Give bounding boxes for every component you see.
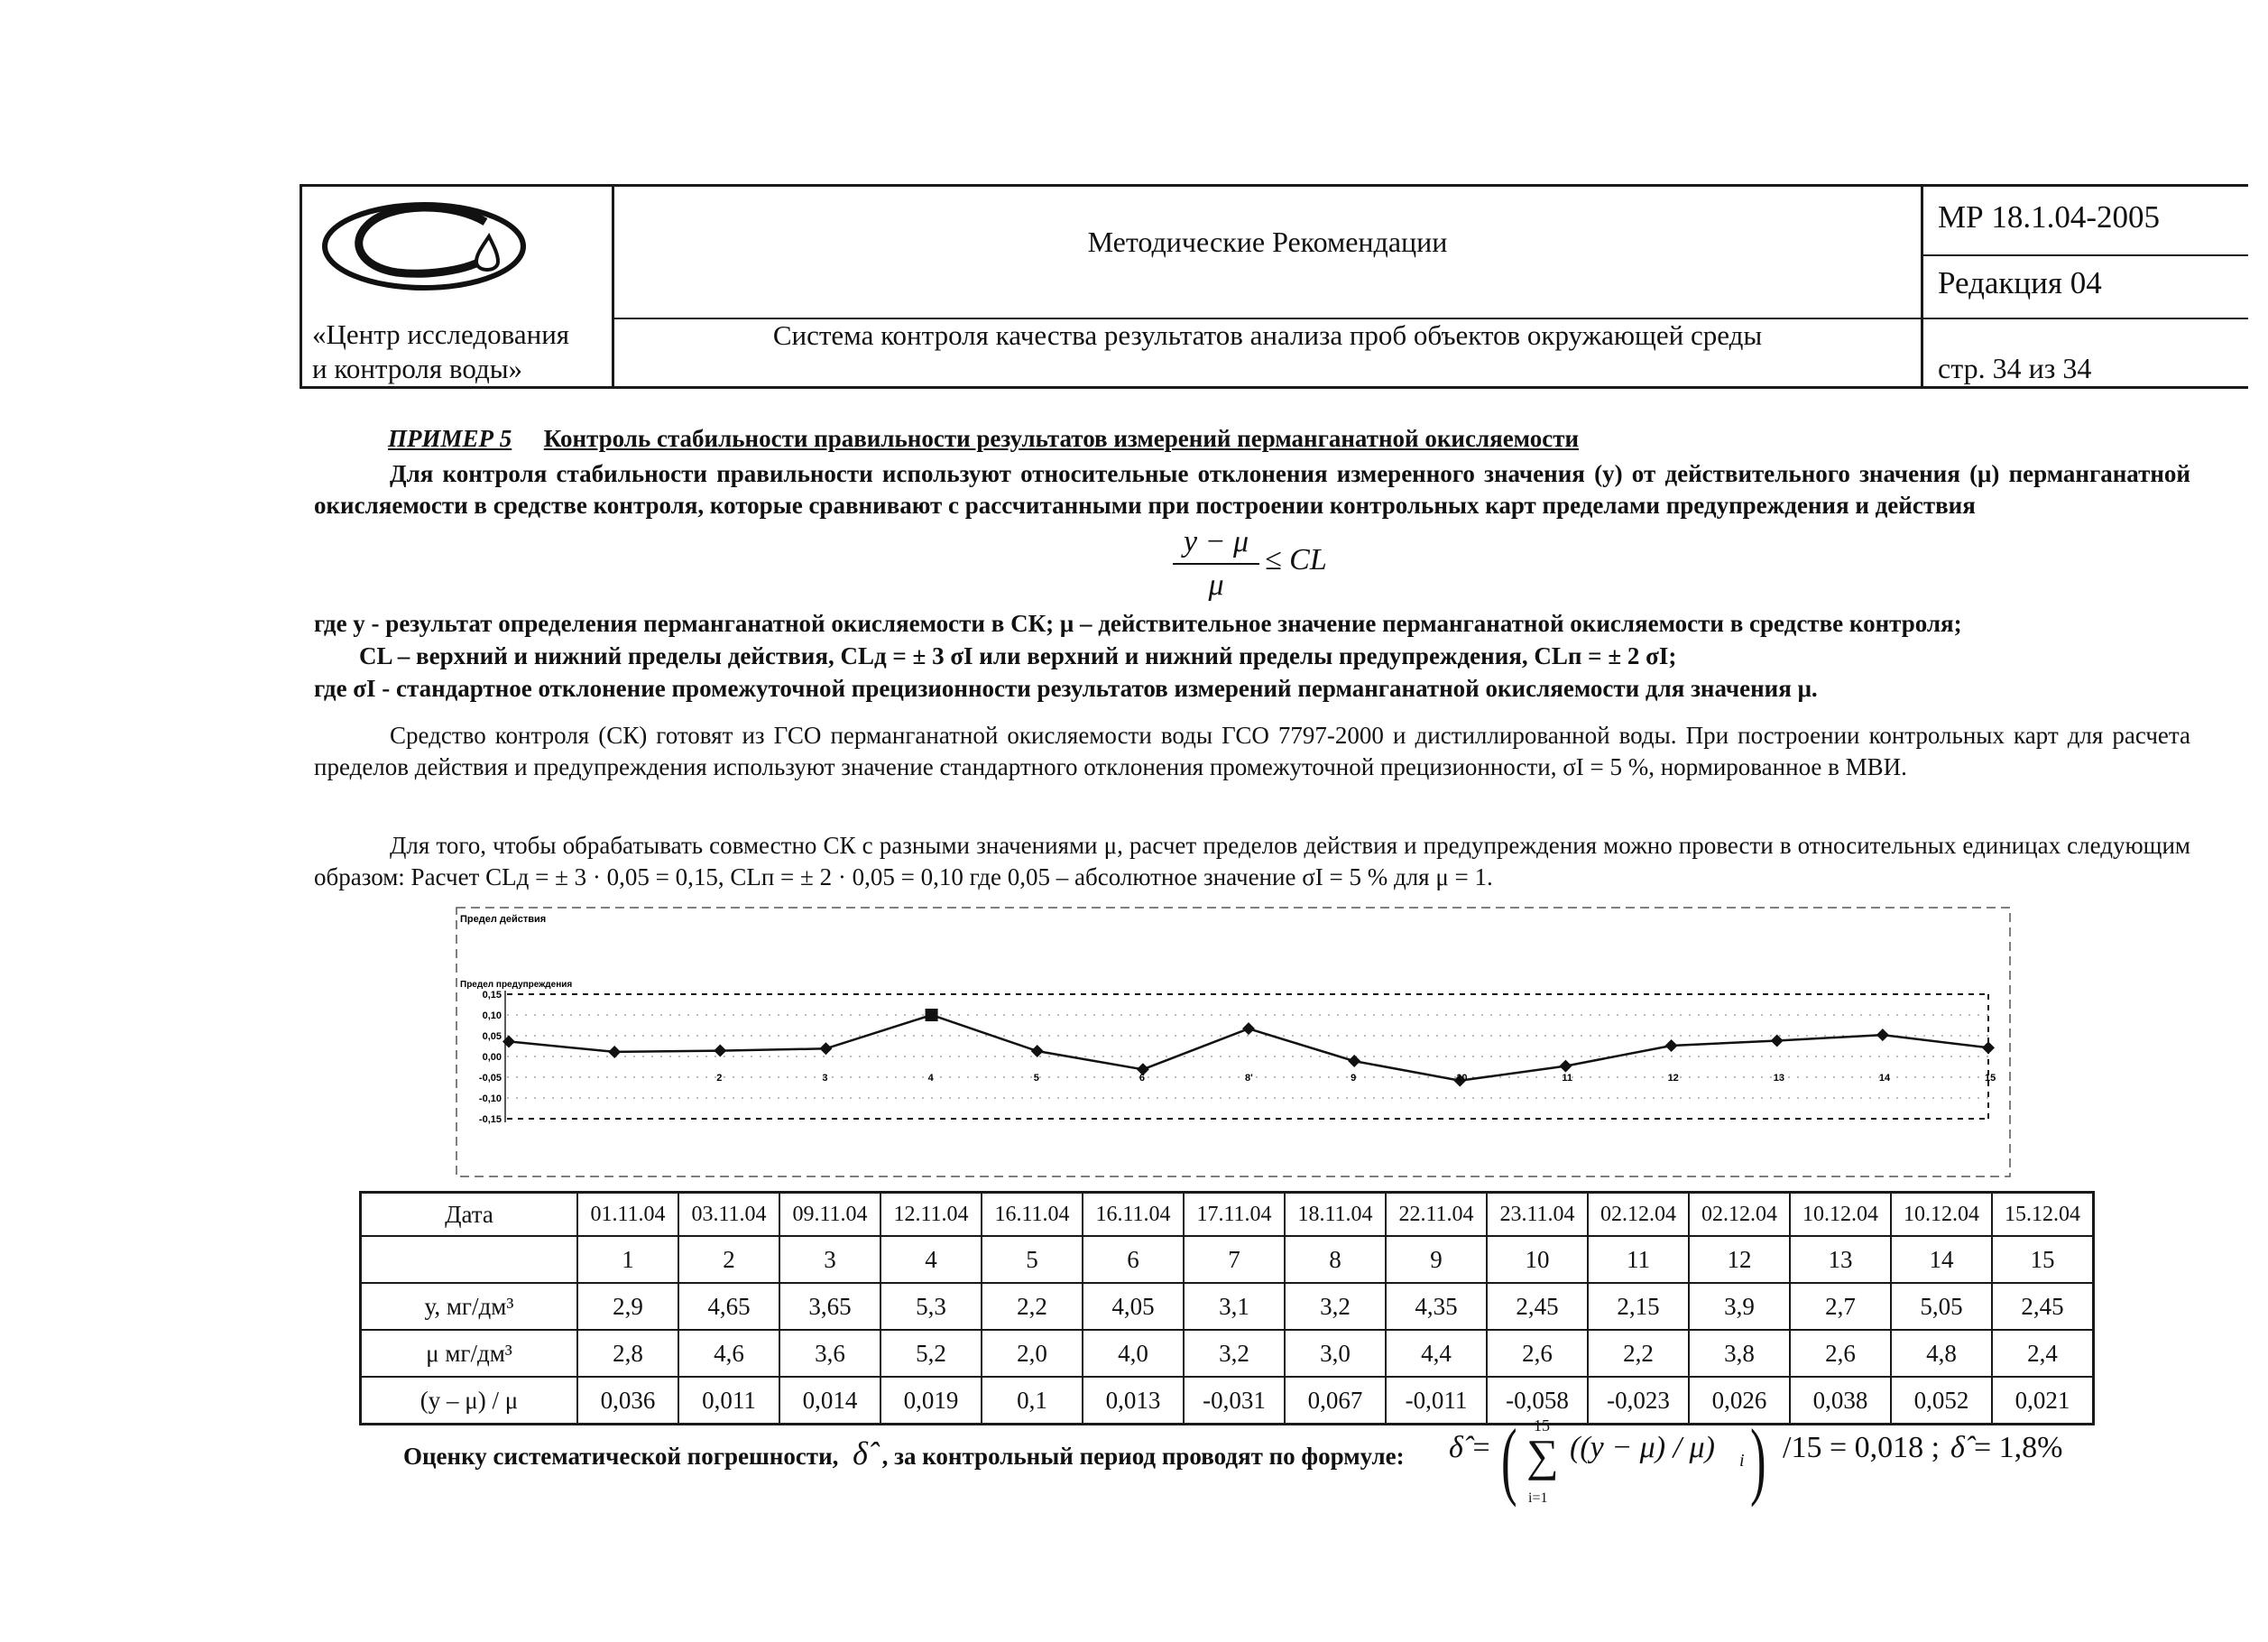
x-tick-label: 10 xyxy=(1456,1073,1468,1084)
data-point xyxy=(1031,1045,1044,1057)
table-cell: 2,8 xyxy=(577,1330,678,1377)
x-tick-label: 12 xyxy=(1667,1073,1679,1084)
paragraph-relative-units: Для того, чтобы обрабатывать совместно СК с разными значениями μ, расчет пределов действия и предупреждения можно провести в относительных единицах следующим образом: Расчет CLд = ± 3 · 0,05 = 0,15, CLп = ± 2 · 0,05 = 0,10 где 0,05 – абсолютное значение σI = 5 % для μ = 1. xyxy=(314,832,2190,890)
y-tick-label: 0,15 xyxy=(482,990,502,1001)
table-cell: 4,8 xyxy=(1891,1330,1992,1377)
measurement-table xyxy=(359,1191,2095,1425)
table-cell: 3,0 xyxy=(1285,1330,1386,1377)
table-cell: 8 xyxy=(1285,1236,1386,1283)
y-tick-label: -0,10 xyxy=(478,1093,502,1104)
table-cell: 02.12.04 xyxy=(1588,1193,1689,1237)
table-cell: 5,3 xyxy=(880,1283,982,1330)
table-cell: -0,058 xyxy=(1487,1377,1588,1425)
row-numbers xyxy=(361,1236,2094,1283)
y-tick-label: -0,15 xyxy=(478,1114,502,1125)
data-point xyxy=(926,1009,938,1021)
document-header xyxy=(300,184,2248,390)
row-dates xyxy=(361,1193,2094,1237)
sum-lower-limit: i=1 xyxy=(1528,1490,1548,1506)
data-point xyxy=(714,1045,726,1057)
table-cell: 4,6 xyxy=(678,1330,779,1377)
x-tick-label: 4 xyxy=(927,1073,934,1084)
org-name-line1: «Центр исследования xyxy=(312,318,570,350)
table-cell: 4,65 xyxy=(678,1283,779,1330)
page-number: стр. 34 из 34 xyxy=(1938,352,2092,384)
x-tick-label: 2 xyxy=(716,1073,723,1084)
table-cell: 2,2 xyxy=(982,1283,1083,1330)
document-subject: Система контроля качества результатов анализа проб объектов окружающей среды xyxy=(772,319,1763,351)
table-cell: 2,7 xyxy=(1790,1283,1891,1330)
delta-hat-symbol: δ̂ xyxy=(844,1435,876,1471)
data-point xyxy=(502,1035,515,1047)
example-heading: Контроль стабильности правильности результатов измерений перманганатной окисляемости xyxy=(543,425,1580,452)
table-cell: 10.12.04 xyxy=(1891,1193,1992,1237)
table-cell: 0,026 xyxy=(1689,1377,1790,1425)
x-tick-label: 13 xyxy=(1773,1073,1784,1084)
table-cell: 0,036 xyxy=(577,1377,678,1425)
y-tick-label: 0,05 xyxy=(482,1031,502,1042)
table-cell: 17.11.04 xyxy=(1184,1193,1285,1237)
document-code: МР 18.1.04-2005 xyxy=(1938,199,2160,235)
table-cell: 15 xyxy=(1992,1236,2094,1283)
delta-hat-lhs: δ̂ = xyxy=(1449,1431,1492,1464)
table-cell: 10 xyxy=(1487,1236,1588,1283)
x-tick-label: 6 xyxy=(1139,1073,1145,1084)
right-paren: ) xyxy=(1750,1411,1766,1508)
table-cell: 7 xyxy=(1184,1236,1285,1283)
table-cell: 2,9 xyxy=(577,1283,678,1330)
table-cell: 1 xyxy=(577,1236,678,1283)
x-tick-label: 8' xyxy=(1245,1073,1253,1084)
table-row-header: у, мг/дм³ xyxy=(361,1283,578,1330)
table-cell: 0,021 xyxy=(1992,1377,2094,1425)
row-reference xyxy=(361,1330,2094,1377)
sum-body: ((y − μ) / μ) xyxy=(1570,1431,1715,1464)
table-row-header xyxy=(361,1236,578,1283)
table-cell: 3,1 xyxy=(1184,1283,1285,1330)
y-tick-label: 0,10 xyxy=(482,1010,502,1021)
left-paren: ( xyxy=(1501,1411,1517,1508)
table-cell: 0,038 xyxy=(1790,1377,1891,1425)
table-cell: 4,0 xyxy=(1083,1330,1184,1377)
table-cell: 4,35 xyxy=(1386,1283,1487,1330)
table-cell: 2,2 xyxy=(1588,1330,1689,1377)
table-cell: 12 xyxy=(1689,1236,1790,1283)
table-cell: 0,014 xyxy=(779,1377,880,1425)
data-point xyxy=(1665,1039,1678,1052)
x-tick-label: 14 xyxy=(1878,1073,1891,1084)
data-point xyxy=(1982,1041,1995,1054)
table-cell: 13 xyxy=(1790,1236,1891,1283)
table-cell: 2,0 xyxy=(982,1330,1083,1377)
table-cell: 0,013 xyxy=(1083,1377,1184,1425)
table-cell: 15.12.04 xyxy=(1992,1193,2094,1237)
table-cell: 0,019 xyxy=(880,1377,982,1425)
example-label: ПРИМЕР 5 xyxy=(388,425,512,452)
data-point xyxy=(1559,1060,1572,1073)
bottom-text-2: , за контрольный период проводят по формуле: xyxy=(881,1443,1405,1470)
organization-logo xyxy=(318,197,534,296)
table-cell: 2,45 xyxy=(1992,1283,2094,1330)
table-cell: 6 xyxy=(1083,1236,1184,1283)
table-row-header: Дата xyxy=(361,1193,578,1237)
table-cell: 16.11.04 xyxy=(982,1193,1083,1237)
table-cell: 23.11.04 xyxy=(1487,1193,1588,1237)
table-cell: 2,6 xyxy=(1790,1330,1891,1377)
table-cell: 22.11.04 xyxy=(1386,1193,1487,1237)
table-cell: 3 xyxy=(779,1236,880,1283)
table-cell: 10.12.04 xyxy=(1790,1193,1891,1237)
control-chart xyxy=(455,906,2015,1180)
control-formula xyxy=(1169,525,1368,608)
formula-rhs: ≤ CL xyxy=(1265,543,1327,577)
y-tick-label: 0,00 xyxy=(482,1052,502,1063)
table-cell: 16.11.04 xyxy=(1083,1193,1184,1237)
where-line-1: где y - результат определения перманганатной окисляемости в СК; μ – действительное значение перманганатной окисляемости в средстве контроля; xyxy=(314,610,1962,637)
row-relative-deviation xyxy=(361,1377,2094,1425)
percent-result: = 1,8% xyxy=(1974,1431,2063,1464)
table-cell: 12.11.04 xyxy=(880,1193,982,1237)
data-point xyxy=(1771,1035,1784,1047)
table-cell: 5,05 xyxy=(1891,1283,1992,1330)
row-measured xyxy=(361,1283,2094,1330)
data-point xyxy=(1242,1022,1255,1035)
table-cell: -0,031 xyxy=(1184,1377,1285,1425)
bottom-text-1: Оценку систематической погрешности, xyxy=(403,1443,839,1470)
x-tick-label: 9 xyxy=(1351,1073,1357,1084)
table-cell: 4,4 xyxy=(1386,1330,1487,1377)
table-cell: 2,6 xyxy=(1487,1330,1588,1377)
data-point xyxy=(1348,1055,1360,1067)
table-cell: 0,1 xyxy=(982,1377,1083,1425)
data-point xyxy=(1876,1029,1889,1041)
table-cell: 5 xyxy=(982,1236,1083,1283)
x-tick-label: 15 xyxy=(1985,1073,1996,1084)
table-cell: 3,6 xyxy=(779,1330,880,1377)
y-tick-label: -0,05 xyxy=(478,1073,502,1084)
table-cell: -0,023 xyxy=(1588,1377,1689,1425)
table-cell: 2,45 xyxy=(1487,1283,1588,1330)
table-cell: 03.11.04 xyxy=(678,1193,779,1237)
where-line-3: где σI - стандартное отклонение промежуточной прецизионности результатов измерений перманганатной окисляемости для значения μ. xyxy=(314,675,1818,702)
sum-result: /15 = 0,018 ; xyxy=(1783,1431,1941,1464)
example-title xyxy=(388,425,1579,453)
paragraph-intro: Для контроля стабильности правильности используют относительные отклонения измеренного значения (y) от действительного значения (μ) перманганатной окисляемости в средстве контроля, которые сравнивают с рассчитанными при построении контрольных карт пределами предупреждения и действия xyxy=(314,460,2190,519)
table-cell: 01.11.04 xyxy=(577,1193,678,1237)
table-cell: 9 xyxy=(1386,1236,1487,1283)
table-cell: 11 xyxy=(1588,1236,1689,1283)
table-cell: -0,011 xyxy=(1386,1377,1487,1425)
table-cell: 02.12.04 xyxy=(1689,1193,1790,1237)
table-cell: 3,8 xyxy=(1689,1330,1790,1377)
sum-subscript: i xyxy=(1739,1451,1745,1471)
table-cell: 2,15 xyxy=(1588,1283,1689,1330)
revision-label: Редакция 04 xyxy=(1938,265,2102,300)
table-cell: 09.11.04 xyxy=(779,1193,880,1237)
table-cell: 3,9 xyxy=(1689,1283,1790,1330)
systematic-error-line xyxy=(403,1434,1405,1472)
table-cell: 18.11.04 xyxy=(1285,1193,1386,1237)
table-cell: 2,4 xyxy=(1992,1330,2094,1377)
table-cell: 0,052 xyxy=(1891,1377,1992,1425)
x-tick-label: 11 xyxy=(1562,1073,1573,1084)
table-row-header: (у – μ) / μ xyxy=(361,1377,578,1425)
paragraph-reference-sample: Средство контроля (СК) готовят из ГСО перманганатной окисляемости воды ГСО 7797-2000 и дистиллированной воды. При построении контрольных карт для расчета пределов действия и предупреждения используют значение стандартного отклонения промежуточной прецизионности, σI = 5 %, нормированное в МВИ. xyxy=(314,722,2190,780)
control-chart-svg xyxy=(455,906,2015,1180)
table-cell: 0,011 xyxy=(678,1377,779,1425)
table-cell: 3,65 xyxy=(779,1283,880,1330)
table-cell: 2 xyxy=(678,1236,779,1283)
sum-formula xyxy=(1449,1411,2071,1517)
formula-numerator: y − μ xyxy=(1183,525,1249,558)
table-cell: 4,05 xyxy=(1083,1283,1184,1330)
annotation-warning-limit: Предел предупреждения xyxy=(460,980,573,990)
org-name-line2: и контроля воды» xyxy=(312,353,523,384)
document-type: Методические Рекомендации xyxy=(1087,226,1448,258)
delta-hat-rhs: δ̂ xyxy=(1950,1431,1965,1464)
table-cell: 0,067 xyxy=(1285,1377,1386,1425)
table-cell: 14 xyxy=(1891,1236,1992,1283)
data-point xyxy=(819,1042,832,1055)
data-point xyxy=(608,1046,621,1058)
x-tick-label: 3 xyxy=(822,1073,828,1084)
table-cell: 4 xyxy=(880,1236,982,1283)
x-tick-label: 5 xyxy=(1033,1073,1039,1084)
table-cell: 5,2 xyxy=(880,1330,982,1377)
table-cell: 3,2 xyxy=(1184,1330,1285,1377)
sum-sign: ∑ xyxy=(1526,1430,1559,1481)
annotation-action-limit: Предел действия xyxy=(460,914,547,925)
table-cell: 3,2 xyxy=(1285,1283,1386,1330)
formula-denominator: μ xyxy=(1208,568,1224,602)
sum-upper-limit: 15 xyxy=(1534,1416,1550,1434)
table-row-header: μ мг/дм³ xyxy=(361,1330,578,1377)
where-line-2: CL – верхний и нижний пределы действия, CLд = ± 3 σI или верхний и нижний пределы предупреждения, CLп = ± 2 σI; xyxy=(359,642,1677,669)
